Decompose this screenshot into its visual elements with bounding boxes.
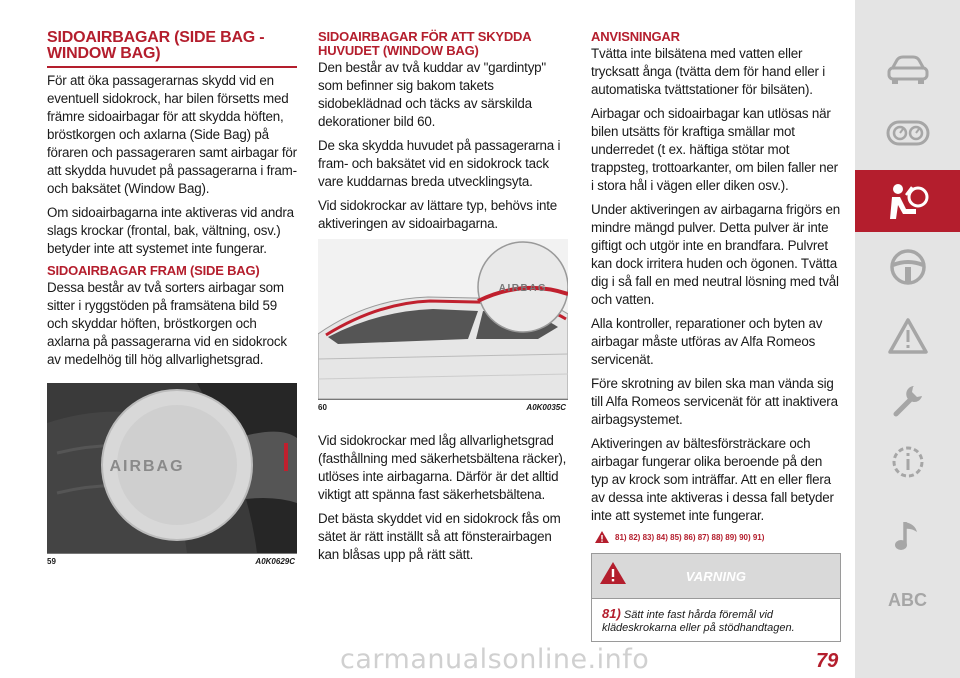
paragraph: Under aktiveringen av airbagarna frigörs en mindre mängd pulver. Detta pulver är inte giftigt och utgör inte en brandfara. Pulvret kan dock irritera huden och ögonen. Tvätta dig i så fall en med neutral lösning med tvål och vatten. bbox=[591, 202, 840, 307]
sidebar-item-index[interactable] bbox=[855, 570, 960, 630]
steering-wheel-icon bbox=[888, 247, 928, 287]
paragraph: Aktiveringen av bältesförsträckare och airbagar fungerar olika beroende på den typ av krock som inträffar. Att en eller flera av dessa inte aktiveras i dessa fall betyder inte att systemet inte fungerar. bbox=[591, 436, 834, 523]
warning-body: Sätt inte fast hårda föremål vid klädeskrokarna eller på stödhandtagen. bbox=[602, 609, 795, 634]
seat-airbag-illustration bbox=[47, 383, 297, 553]
section-heading-instructions: ANVISNINGAR bbox=[591, 29, 680, 44]
airbag-safety-icon bbox=[886, 181, 930, 221]
paragraph: Före skrotning av bilen ska man vända sig till Alfa Romeos servicenät för att inaktivera airbagsystemet. bbox=[591, 376, 838, 427]
sidebar-item-emergency[interactable] bbox=[855, 306, 960, 366]
sidebar-item-safety[interactable] bbox=[855, 170, 960, 232]
paragraph: Tvätta inte bilsätena med vatten eller trycksatt ånga (tvätta dem för hand eller i automatiska tvättstationer för bilsäten). bbox=[591, 46, 826, 97]
sidebar-item-steering[interactable] bbox=[855, 237, 960, 297]
info-gear-icon bbox=[888, 442, 928, 482]
abc-index-label: ABC bbox=[888, 589, 927, 610]
dashboard-icon bbox=[886, 118, 930, 148]
figure-code: A0K0035C bbox=[526, 403, 566, 412]
sidebar-item-maintenance[interactable] bbox=[855, 370, 960, 430]
sidebar-item-dashboard[interactable] bbox=[855, 103, 960, 163]
paragraph: Dessa består av två sorters airbagar som sitter i ryggstöden på framsätena bild 59 och skyddar höften, bröstkorgen och axlarna på passagerarna vid en sidokrock av medelhög till hög allvarlighetsgrad. bbox=[47, 280, 287, 367]
column-2 bbox=[318, 30, 568, 570]
warning-triangle-icon bbox=[600, 562, 626, 584]
sidebar-item-multimedia[interactable] bbox=[855, 506, 960, 566]
reference-numbers: 81) 82) 83) 84) 85) 86) 87) 88) 89) 90) 91) bbox=[615, 532, 765, 542]
figure-60-window-airbag bbox=[318, 239, 568, 399]
figure-caption bbox=[47, 553, 297, 566]
paragraph: Vid sidokrockar av lättare typ, behövs inte aktiveringen av sidoairbagarna. bbox=[318, 198, 558, 231]
section-heading-window-bag: SIDOAIRBAGAR FÖR ATT SKYDDA HUVUDET (WINDOW BAG) bbox=[318, 29, 531, 58]
chapter-sidebar bbox=[855, 0, 960, 678]
column-1 bbox=[47, 30, 297, 566]
paragraph: För att öka passagerarnas skydd vid en eventuell sidokrock, har bilen försetts med främre sidoairbagar för att skydda höften, bröstkorgen och axlarna (Side Bag) på föraren och passageraren samt airbagar för att skydda huvudet på passagerarna i fram- och baksätet (Window Bag). bbox=[47, 73, 297, 196]
paragraph: Vid sidokrockar med låg allvarlighetsgrad (fasthållning med säkerhetsbältena räcker), utlöses inte airbagarna. Därför är det alltid viktigt att spänna fast säkerhetsbältena. bbox=[318, 433, 567, 502]
warning-box bbox=[591, 553, 841, 642]
car-window-airbag-illustration bbox=[318, 239, 568, 399]
subheading-side-bag-front: SIDOAIRBAGAR FRAM (SIDE BAG) bbox=[47, 263, 260, 278]
music-note-icon bbox=[891, 518, 925, 554]
watermark: carmanualsonline.info bbox=[340, 644, 650, 675]
warning-references bbox=[595, 531, 841, 543]
warning-triangle-small-icon bbox=[595, 531, 609, 543]
paragraph: De ska skydda huvudet på passagerarna i fram- och baksätet vid en sidokrock tack vare kuddarnas breda utvecklingsyta. bbox=[318, 138, 561, 189]
warning-triangle-icon bbox=[887, 317, 929, 355]
airbag-label: AIRBAG bbox=[109, 458, 185, 475]
figure-number: 59 bbox=[47, 557, 56, 566]
warning-header bbox=[592, 554, 840, 598]
paragraph: Den består av två kuddar av "gardintyp" som befinner sig bakom takets sidobeklädnad och täcks av särskilda dekorationer bild 60. bbox=[318, 60, 546, 129]
car-icon bbox=[886, 55, 930, 85]
sidebar-item-technical-data[interactable] bbox=[855, 432, 960, 492]
column-3 bbox=[591, 30, 841, 642]
paragraph: Om sidoairbagarna inte aktiveras vid andra slags krockar (frontal, bak, vältning, osv.) betyder inte att systemet inte fungerar. bbox=[47, 205, 294, 256]
page-number: 79 bbox=[816, 650, 839, 672]
paragraph: Airbagar och sidoairbagar kan utlösas när bilen utsätts för kraftiga smällar mot underredet (t ex. häftiga stötar mot trappsteg, trottoarkanter, om bilen faller ner i stora hål i vägen eller diken osv.). bbox=[591, 106, 838, 193]
wrench-icon bbox=[888, 380, 928, 420]
figure-caption bbox=[318, 399, 568, 412]
figure-59-seat-airbag bbox=[47, 383, 297, 553]
warning-text bbox=[592, 598, 840, 641]
warning-number: 81) bbox=[602, 606, 621, 621]
warning-title: VARNING bbox=[685, 568, 747, 584]
figure-code: A0K0629C bbox=[255, 557, 295, 566]
airbag-label: AIRBAG bbox=[498, 283, 548, 294]
paragraph: Det bästa skyddet vid en sidokrock fås om sätet är rätt inställt så att fönsterairbagen kan blåsas upp på rätt sätt. bbox=[318, 511, 561, 562]
section-heading-side-bag: SIDOAIRBAGAR (SIDE BAG - WINDOW BAG) bbox=[47, 30, 297, 68]
figure-number: 60 bbox=[318, 403, 327, 412]
paragraph: Alla kontroller, reparationer och byten av airbagar måste utföras av Alfa Romeos servicenät. bbox=[591, 316, 823, 367]
sidebar-item-car[interactable] bbox=[855, 40, 960, 100]
